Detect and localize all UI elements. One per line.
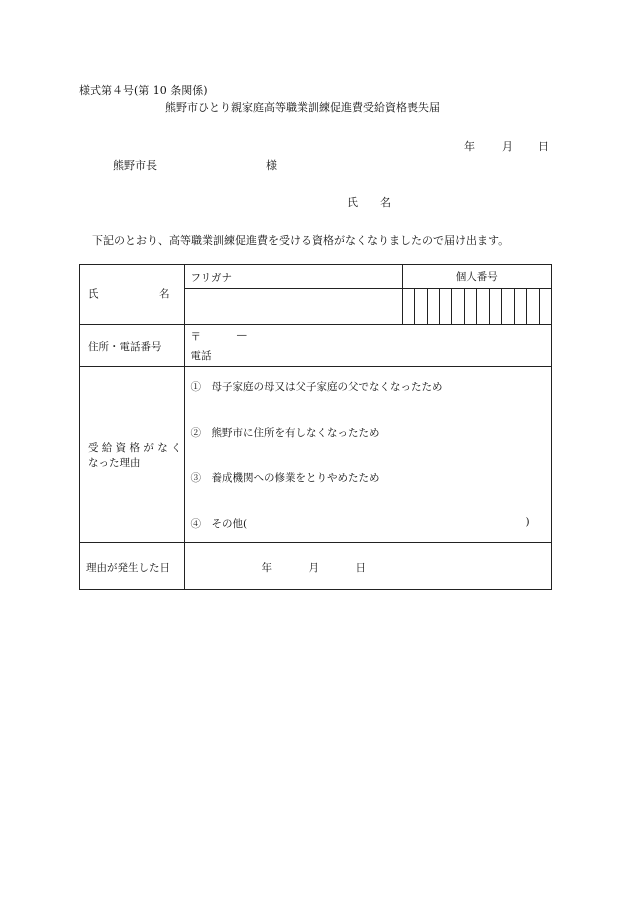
name-input-field[interactable] (184, 289, 402, 325)
reason-label-line1: 受 給 資 格 が な く (88, 442, 182, 454)
postal-mark: 〒 (190, 331, 202, 343)
name-label-1: 氏 (88, 288, 99, 300)
form-number: 様式第４号(第 10 条関係) (79, 84, 208, 97)
date-month-label: 月 (502, 140, 513, 153)
date-label-cell (80, 543, 185, 590)
address-label-cell (80, 325, 185, 367)
applicant-name-label: 氏 名 (347, 196, 391, 209)
form-table (79, 264, 552, 590)
form-title: 熊野市ひとり親家庭高等職業訓練促進費受給資格喪失届 (165, 101, 440, 114)
digit-box[interactable] (489, 289, 501, 324)
personal-number-label: 個人番号 (455, 271, 498, 283)
digit-box[interactable] (414, 289, 426, 324)
intro-text: 下記のとおり、高等職業訓練促進費を受ける資格がなくなりましたので届け出ます。 (92, 234, 510, 247)
reason-option-2[interactable]: ② 熊野市に住所を有しなくなったため (190, 427, 380, 439)
reason-option-3[interactable]: ③ 養成機関への修業をとりやめたため (190, 472, 380, 484)
digit-box[interactable] (464, 289, 476, 324)
date-occurred-label: 理由が発生した日 (86, 562, 170, 574)
digit-box[interactable] (427, 289, 439, 324)
reason-label-cell (80, 367, 185, 543)
address-label: 住所・電話番号 (88, 341, 162, 353)
digit-box[interactable] (403, 289, 414, 324)
name-label-2: 名 (159, 288, 170, 300)
digit-box[interactable] (539, 289, 551, 324)
reason-other-close: ) (525, 516, 530, 528)
name-label-cell (80, 265, 185, 325)
furigana-field[interactable] (184, 265, 402, 289)
honorific: 様 (266, 159, 277, 172)
digit-box[interactable] (439, 289, 451, 324)
furigana-label: フリガナ (190, 272, 233, 284)
date-occurred-month: 月 (308, 562, 320, 574)
digit-box[interactable] (514, 289, 526, 324)
date-occurred-day: 日 (355, 562, 367, 574)
digit-box[interactable] (501, 289, 513, 324)
digit-box[interactable] (451, 289, 463, 324)
addressee: 熊野市長 (113, 159, 157, 172)
reason-option-1[interactable]: ① 母子家庭の母又は父子家庭の父でなくなったため (190, 381, 443, 393)
personal-number-boxes[interactable] (402, 289, 551, 325)
date-day-label: 日 (538, 140, 549, 153)
digit-box[interactable] (476, 289, 488, 324)
date-occurred-field[interactable] (184, 543, 551, 590)
reason-option-4[interactable]: ④ その他( (190, 518, 248, 530)
address-field[interactable] (184, 325, 551, 367)
phone-label: 電話 (190, 350, 212, 362)
date-year-label: 年 (464, 140, 475, 153)
postal-dash: — (236, 329, 248, 341)
reason-label-line2: なった理由 (88, 457, 141, 469)
date-occurred-year: 年 (261, 562, 273, 574)
reason-options (184, 367, 551, 543)
personal-number-header (402, 265, 551, 289)
digit-box[interactable] (526, 289, 538, 324)
